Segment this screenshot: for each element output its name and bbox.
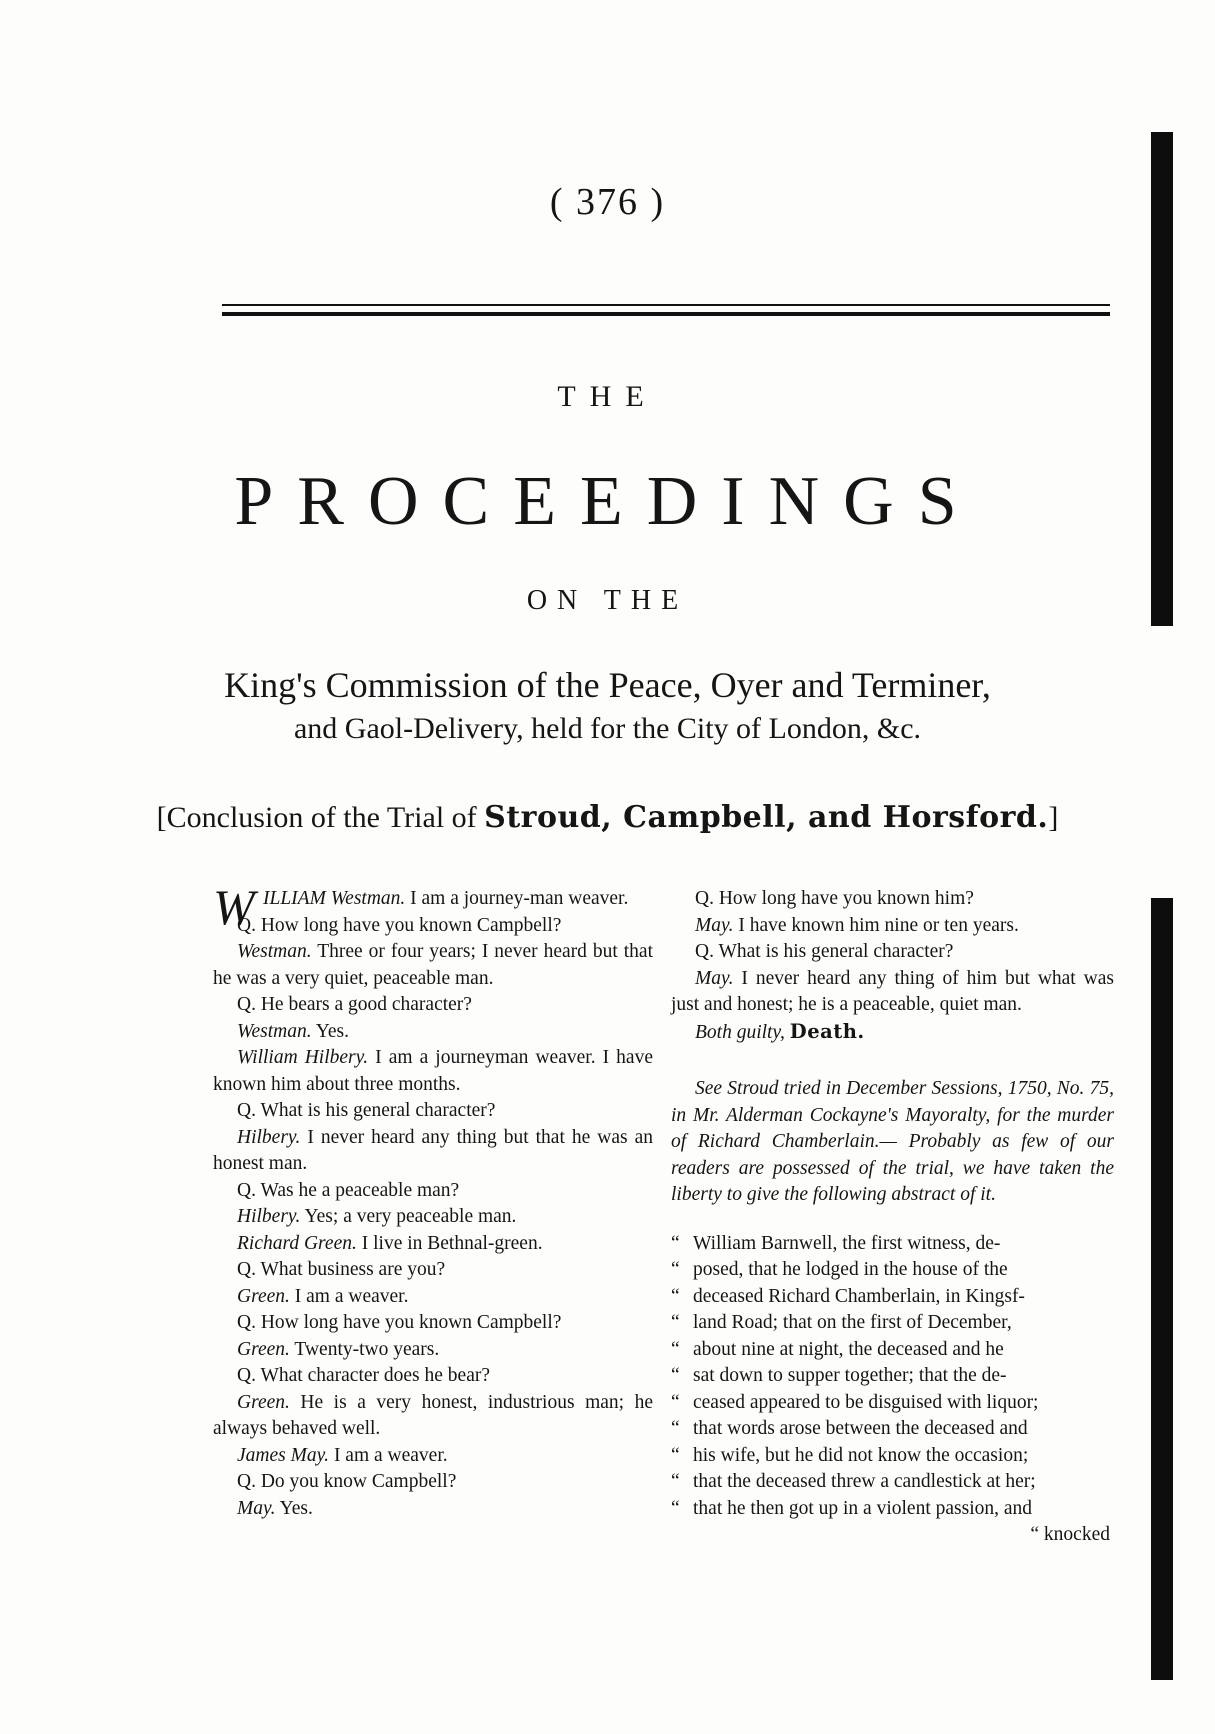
verdict [671, 1019, 1114, 1047]
quote-mark: “ [671, 1232, 680, 1254]
quote-mark: “ [671, 1285, 680, 1307]
quote-mark: “ [671, 1391, 680, 1413]
trial-heading-suffix: ] [1048, 801, 1059, 834]
answer [671, 913, 1114, 940]
title-the: THE [557, 380, 658, 413]
deposition-line [671, 1363, 1114, 1390]
speaker-name: Green. [237, 1285, 290, 1307]
deposition-line-text: deceased Richard Chamberlain, in Kingsf- [693, 1285, 1025, 1307]
question: Q. What business are you? [237, 1259, 446, 1280]
speaker-name: Green. [237, 1338, 290, 1360]
answer [213, 1125, 653, 1178]
deposition-line-text: that the deceased threw a candlestick at her; [693, 1471, 1036, 1492]
quote-mark: “ [671, 1365, 680, 1386]
question: Q. He bears a good character? [237, 994, 472, 1015]
speaker-name: May. [237, 1497, 276, 1519]
speaker-name: Hilbery. [237, 1206, 301, 1227]
speaker-name: Hilbery. [237, 1126, 301, 1148]
trial-heading-prefix: [Conclusion of the Trial of [156, 801, 485, 834]
left-column [213, 879, 653, 1522]
answer [213, 939, 653, 992]
testimony-may [213, 1443, 653, 1470]
deposition-line-text: ceased appeared to be disguised with liquor; [693, 1391, 1039, 1413]
testimony-text: I am a weaver. [329, 1444, 448, 1466]
testimony-text: I live in Bethnal-green. [356, 1232, 543, 1254]
main-title: PROCEEDINGS [234, 463, 981, 540]
speaker-name: James May. [237, 1444, 330, 1466]
verdict-word: Death. [789, 1019, 865, 1043]
header-rule-thick [222, 312, 1110, 316]
verdict-prefix: Both guilty, [695, 1021, 790, 1043]
answer-text: Yes. [275, 1497, 313, 1519]
testimony-green [213, 1231, 653, 1258]
deposition-line [671, 1310, 1114, 1337]
speaker-name: William Hilbery. [237, 1047, 369, 1068]
answer [213, 1284, 653, 1311]
deposition-line [671, 1284, 1114, 1311]
deposition-line [671, 1390, 1114, 1417]
answer-text: I have known him nine or ten years. [733, 914, 1019, 936]
question: Q. What is his general character? [695, 941, 954, 962]
speaker-name: Westman. [237, 941, 312, 962]
quote-mark: “ [671, 1471, 680, 1492]
question: Q. What character does he bear? [237, 1365, 490, 1386]
trial-heading [0, 800, 1215, 835]
deposition-line-text: that he then got up in a violent passion, and [693, 1497, 1033, 1519]
barnwell-deposition [671, 1231, 1114, 1523]
answer-text: I never heard any thing but that he was an honest man. [213, 1126, 653, 1174]
scan-edge-bar-bottom [1151, 898, 1173, 1680]
deposition-line [671, 1231, 1114, 1258]
deposition-line-text: about nine at night, the deceased and he [693, 1338, 1004, 1360]
deposition-line [671, 1469, 1114, 1496]
deposition-line [671, 1443, 1114, 1470]
question: Q. How long have you known Campbell? [237, 914, 562, 936]
speaker-name: Green. [237, 1391, 290, 1413]
title-on-the: ON THE [526, 585, 689, 616]
answer-text: Yes; a very peaceable man. [300, 1206, 517, 1227]
question: Q. Do you know Campbell? [237, 1471, 457, 1492]
quote-mark: “ [671, 1338, 680, 1360]
speaker-name: ILLIAM Westman. [263, 888, 406, 909]
answer-text: I never heard any thing of him but what was just and honest; he is a peaceable, quiet man. [671, 967, 1114, 1015]
question: Q. How long have you known him? [695, 888, 974, 909]
commission-line-2: and Gaol-Delivery, held for the City of London, &c. [293, 712, 922, 745]
answer-text: Yes. [311, 1020, 349, 1042]
answer [213, 1019, 653, 1046]
speaker-name: May. [695, 914, 734, 936]
testimony-text: I am a journey-man weaver. [405, 888, 629, 909]
speaker-name: Richard Green. [237, 1232, 357, 1254]
deposition-line [671, 1257, 1114, 1284]
speaker-name: Westman. [237, 1020, 312, 1042]
deposition-line-text: William Barnwell, the first witness, de- [693, 1232, 1001, 1254]
trial-heading-names: Stroud, Campbell, and Horsford. [484, 800, 1049, 835]
deposition-line-text: posed, that he lodged in the house of the [693, 1259, 1008, 1280]
deposition-line-text: that words arose between the deceased and [693, 1418, 1028, 1439]
answer-text: Twenty-two years. [289, 1338, 440, 1360]
speaker-name: May. [695, 967, 734, 989]
right-column [671, 886, 1114, 1549]
deposition-line-text: his wife, but he did not know the occasion; [693, 1444, 1029, 1466]
answer-text: He is a very honest, industrious man; he always behaved well. [213, 1391, 653, 1439]
quote-mark: “ [671, 1418, 680, 1439]
header-rule-thin [222, 304, 1110, 306]
quote-mark: “ [671, 1312, 680, 1333]
deposition-line-text: sat down to supper together; that the de- [693, 1365, 1007, 1386]
quote-mark: “ [671, 1497, 680, 1519]
question: Q. Was he a peaceable man? [237, 1179, 460, 1201]
testimony-text: I am a journeyman weaver. I have known him about three months. [213, 1047, 653, 1095]
answer-text: I am a weaver. [289, 1285, 409, 1307]
answer [213, 1337, 653, 1364]
answer [213, 1496, 653, 1523]
quote-mark: “ [671, 1444, 680, 1466]
commission-line-1: King's Commission of the Peace, Oyer and Terminer, [224, 665, 991, 705]
answer [671, 966, 1114, 1019]
answer [213, 1390, 653, 1443]
answer [213, 1204, 653, 1231]
question: Q. What is his general character? [237, 1100, 496, 1121]
deposition-line [671, 1337, 1114, 1364]
catchword: “ knocked [1030, 1524, 1110, 1545]
testimony-hilbery [213, 1045, 653, 1098]
quote-mark: “ [671, 1259, 680, 1280]
deposition-line [671, 1416, 1114, 1443]
question: Q. How long have you known Campbell? [237, 1312, 562, 1333]
deposition-line [671, 1496, 1114, 1523]
deposition-line-text: land Road; that on the first of December, [693, 1312, 1012, 1333]
editorial-note: See Stroud tried in December Sessions, 1750, No. 75, in Mr. Alderman Cockayne's Mayoralty, for the murder of Richard Chamberlain.— Probably as few of our readers are possessed of the trial, we have taken the liberty to give the following abstract of it. [671, 1078, 1114, 1205]
drop-cap: W [213, 879, 255, 935]
answer-text: Three or four years; I never heard but that he was a very quiet, peaceable man. [213, 941, 653, 989]
page-number: ( 376 ) [549, 181, 666, 223]
